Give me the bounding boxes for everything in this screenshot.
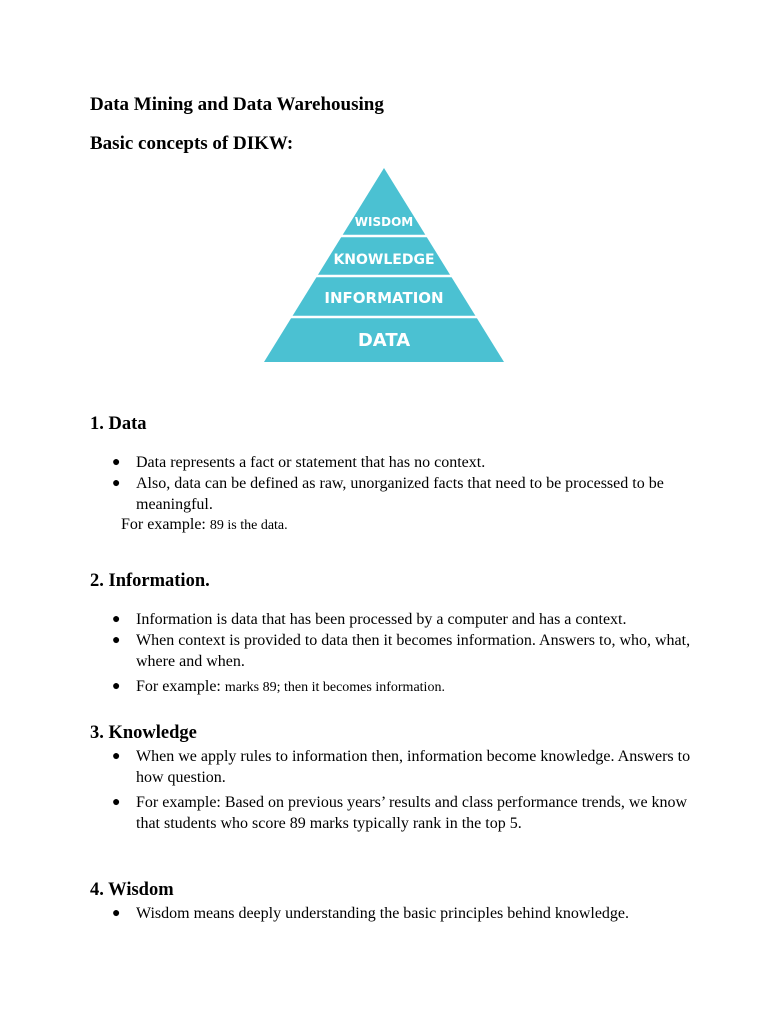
list-item: ● When we apply rules to information then, information become knowledge. Answers to how question. [112, 748, 691, 786]
bullet-icon: ● [112, 476, 121, 491]
list-item: ● Information is data that has been processed by a computer and has a context. [112, 611, 627, 628]
list-item: ● Also, data can be defined as raw, unorganized facts that need to be processed to be meaningful. [112, 475, 664, 513]
bullet-icon: ● [112, 455, 121, 470]
pyramid-level-knowledge: KNOWLEDGE [333, 252, 435, 268]
data-bullet-list [112, 452, 712, 515]
pyramid-level-data: DATA [357, 330, 411, 351]
pyramid-level-wisdom: WISDOM [354, 215, 414, 229]
wisdom-bullet-list [112, 903, 712, 924]
section-heading-information: 2. Information. [90, 571, 210, 591]
list-item: ● Data represents a fact or statement that has no context. [112, 454, 486, 471]
list-item: ● For example: marks 89; then it becomes information. [112, 678, 445, 695]
section-heading-knowledge: 3. Knowledge [90, 723, 197, 743]
document-subtitle: Basic concepts of DIKW: [90, 133, 294, 154]
bullet-icon: ● [112, 633, 121, 648]
example-value: 89 is the data. [209, 518, 288, 533]
information-bullet-list [112, 609, 712, 698]
pyramid-level-information: INFORMATION [324, 289, 444, 307]
list-item: ● For example: Based on previous years’ results and class performance trends, we know that students who score 89 marks typically rank in the top 5. [112, 794, 688, 832]
data-example [121, 516, 288, 534]
bullet-icon: ● [112, 679, 121, 694]
example-label: For example: [121, 516, 206, 533]
knowledge-bullet-list [112, 746, 712, 834]
section-heading-wisdom: 4. Wisdom [90, 880, 174, 900]
bullet-icon: ● [112, 749, 121, 764]
section-heading-data: 1. Data [90, 414, 147, 434]
list-item: ● Wisdom means deeply understanding the basic principles behind knowledge. [112, 905, 630, 922]
bullet-icon: ● [112, 612, 121, 627]
bullet-icon: ● [112, 795, 121, 810]
list-item: ● When context is provided to data then it becomes information. Answers to, who, what, where and when. [112, 632, 691, 670]
bullet-icon: ● [112, 906, 121, 921]
document-title: Data Mining and Data Warehousing [90, 94, 384, 115]
dikw-pyramid [264, 168, 504, 362]
